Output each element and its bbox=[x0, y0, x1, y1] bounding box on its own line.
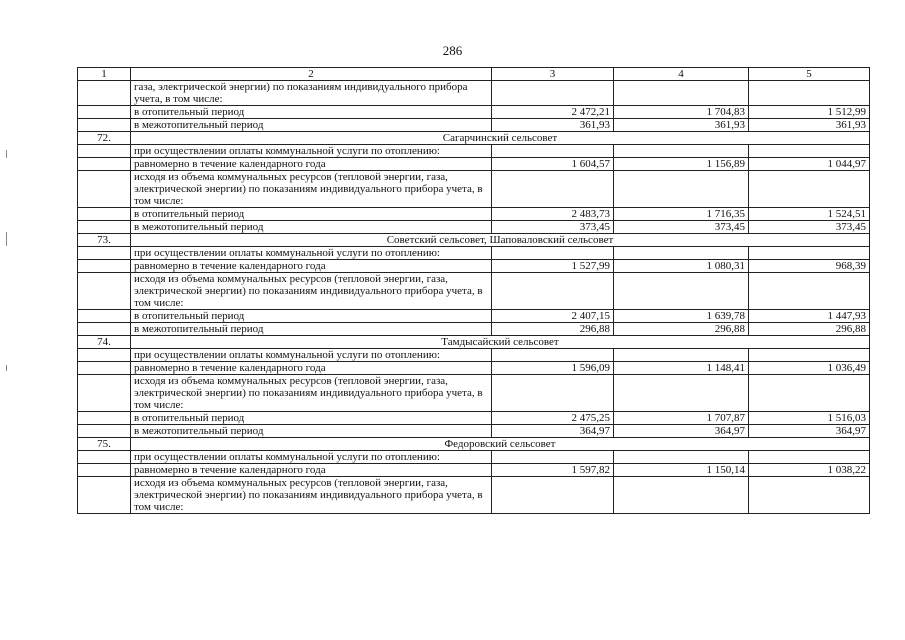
description-cell: при осуществлении оплаты коммунальной услуги по отоплению: bbox=[131, 247, 492, 260]
column-header: 1 bbox=[78, 68, 131, 81]
value-cell: 373,45 bbox=[614, 221, 749, 234]
value-cell: 1 524,51 bbox=[749, 208, 870, 221]
table-row bbox=[78, 323, 870, 336]
value-cell: 296,88 bbox=[614, 323, 749, 336]
value-cell: 2 472,21 bbox=[492, 106, 614, 119]
section-header-row bbox=[78, 336, 870, 349]
value-cell: 1 604,57 bbox=[492, 158, 614, 171]
continued-description-row bbox=[78, 81, 870, 106]
value-cell: 361,93 bbox=[614, 119, 749, 132]
heating-condition-row bbox=[78, 247, 870, 260]
value-cell: 364,97 bbox=[749, 425, 870, 438]
value-cell: 1 639,78 bbox=[614, 310, 749, 323]
value-cell: 361,93 bbox=[492, 119, 614, 132]
value-cell: 1 036,49 bbox=[749, 362, 870, 375]
meter-condition-row bbox=[78, 477, 870, 514]
section-header-row bbox=[78, 234, 870, 247]
section-title: Советский сельсовет, Шаповаловский сельсовет bbox=[131, 234, 870, 247]
value-cell: 2 475,25 bbox=[492, 412, 614, 425]
value-cell: 1 080,31 bbox=[614, 260, 749, 273]
row-label: равномерно в течение календарного года bbox=[131, 464, 492, 477]
table-row bbox=[78, 260, 870, 273]
page-number: 286 bbox=[442, 43, 463, 58]
row-label: в межотопительный период bbox=[131, 221, 492, 234]
column-number-row bbox=[78, 68, 870, 81]
section-header-row bbox=[78, 132, 870, 145]
value-cell: 968,39 bbox=[749, 260, 870, 273]
value-cell: 1 707,87 bbox=[614, 412, 749, 425]
table-row bbox=[78, 464, 870, 477]
description-cell: исходя из объема коммунальных ресурсов (тепловой энергии, газа, электрической энергии) по показаниям индивидуального прибора учета, в том числе: bbox=[131, 477, 492, 514]
table-row bbox=[78, 208, 870, 221]
row-label: в отопительный период bbox=[131, 310, 492, 323]
table-row bbox=[78, 425, 870, 438]
value-cell: 1 447,93 bbox=[749, 310, 870, 323]
tariff-table bbox=[77, 67, 870, 514]
value-cell: 1 596,09 bbox=[492, 362, 614, 375]
description-cell: исходя из объема коммунальных ресурсов (тепловой энергии, газа, электрической энергии) по показаниям индивидуального прибора учета, в том числе: bbox=[131, 171, 492, 208]
value-cell: 1 156,89 bbox=[614, 158, 749, 171]
section-header-row bbox=[78, 438, 870, 451]
heating-condition-row bbox=[78, 145, 870, 158]
description-cell: газа, электрической энергии) по показаниям индивидуального прибора учета, в том числе: bbox=[131, 81, 492, 106]
description-cell: при осуществлении оплаты коммунальной услуги по отоплению: bbox=[131, 145, 492, 158]
value-cell: 1 704,83 bbox=[614, 106, 749, 119]
value-cell: 296,88 bbox=[749, 323, 870, 336]
table-row bbox=[78, 106, 870, 119]
row-label: в отопительный период bbox=[131, 106, 492, 119]
row-label: в межотопительный период bbox=[131, 425, 492, 438]
value-cell: 373,45 bbox=[749, 221, 870, 234]
value-cell: 1 044,97 bbox=[749, 158, 870, 171]
value-cell: 361,93 bbox=[749, 119, 870, 132]
column-header: 3 bbox=[492, 68, 614, 81]
description-cell: при осуществлении оплаты коммунальной услуги по отоплению: bbox=[131, 451, 492, 464]
row-label: в отопительный период bbox=[131, 412, 492, 425]
meter-condition-row bbox=[78, 375, 870, 412]
row-label: в межотопительный период bbox=[131, 119, 492, 132]
value-cell: 1 597,82 bbox=[492, 464, 614, 477]
description-cell: исходя из объема коммунальных ресурсов (тепловой энергии, газа, электрической энергии) по показаниям индивидуального прибора учета, в том числе: bbox=[131, 273, 492, 310]
value-cell: 2 483,73 bbox=[492, 208, 614, 221]
table-row bbox=[78, 119, 870, 132]
column-header: 2 bbox=[131, 68, 492, 81]
value-cell: 364,97 bbox=[492, 425, 614, 438]
meter-condition-row bbox=[78, 273, 870, 310]
value-cell: 1 716,35 bbox=[614, 208, 749, 221]
value-cell: 1 150,14 bbox=[614, 464, 749, 477]
row-label: в межотопительный период bbox=[131, 323, 492, 336]
table-row bbox=[78, 412, 870, 425]
value-cell: 364,97 bbox=[614, 425, 749, 438]
value-cell: 1 038,22 bbox=[749, 464, 870, 477]
column-header: 4 bbox=[614, 68, 749, 81]
section-title: Сагарчинский сельсовет bbox=[131, 132, 870, 145]
section-title: Тамдысайский сельсовет bbox=[131, 336, 870, 349]
heating-condition-row bbox=[78, 349, 870, 362]
section-title: Федоровский сельсовет bbox=[131, 438, 870, 451]
table-row bbox=[78, 310, 870, 323]
row-label: в отопительный период bbox=[131, 208, 492, 221]
section-number: 73. bbox=[78, 234, 131, 247]
value-cell: 2 407,15 bbox=[492, 310, 614, 323]
value-cell: 1 527,99 bbox=[492, 260, 614, 273]
description-cell: исходя из объема коммунальных ресурсов (тепловой энергии, газа, электрической энергии) по показаниям индивидуального прибора учета, в том числе: bbox=[131, 375, 492, 412]
meter-condition-row bbox=[78, 171, 870, 208]
value-cell: 1 512,99 bbox=[749, 106, 870, 119]
row-number-cell bbox=[78, 81, 131, 106]
description-cell: при осуществлении оплаты коммунальной услуги по отоплению: bbox=[131, 349, 492, 362]
section-number: 74. bbox=[78, 336, 131, 349]
section-number: 72. bbox=[78, 132, 131, 145]
column-header: 5 bbox=[749, 68, 870, 81]
row-label: равномерно в течение календарного года bbox=[131, 158, 492, 171]
row-label: равномерно в течение календарного года bbox=[131, 362, 492, 375]
value-cell: 1 148,41 bbox=[614, 362, 749, 375]
value-cell: 373,45 bbox=[492, 221, 614, 234]
table-row bbox=[78, 221, 870, 234]
section-number: 75. bbox=[78, 438, 131, 451]
value-cell: 1 516,03 bbox=[749, 412, 870, 425]
value-cell: 296,88 bbox=[492, 323, 614, 336]
heating-condition-row bbox=[78, 451, 870, 464]
row-label: равномерно в течение календарного года bbox=[131, 260, 492, 273]
table-row bbox=[78, 362, 870, 375]
table-row bbox=[78, 158, 870, 171]
